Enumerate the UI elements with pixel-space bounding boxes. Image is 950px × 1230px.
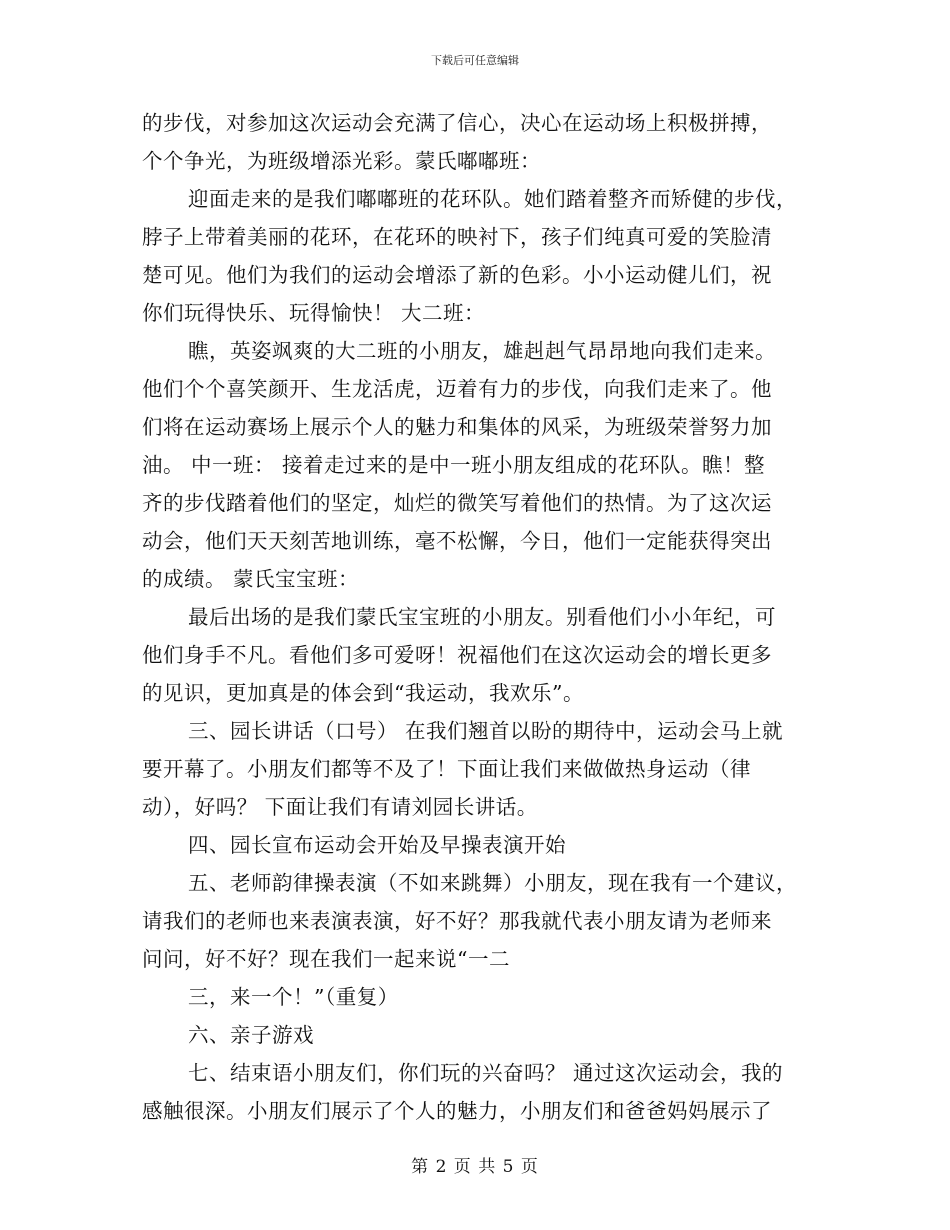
text-line: 感触很深。小朋友们展示了个人的魅力，小朋友们和爸爸妈妈展示了 [142, 1099, 772, 1123]
text-line: 他们身手不凡。看他们多可爱呀！祝福他们在这次运动会的增长更多 [142, 643, 772, 667]
paragraph-start-line: 六、亲子游戏 [188, 1023, 314, 1047]
paragraph-start-line: 五、老师韵律操表演（不如来跳舞）小朋友，现在我有一个建议， [188, 871, 797, 895]
paragraph-start-line: 四、园长宣布运动会开始及早操表演开始 [188, 833, 566, 857]
text-line: 的成绩。 蒙氏宝宝班： [142, 567, 360, 591]
text-line: 动），好吗？ 下面让我们有请刘园长讲话。 [142, 795, 538, 819]
document-body [142, 104, 822, 1130]
text-line: 脖子上带着美丽的花环，在花环的映衬下，孩子们纯真可爱的笑脸清 [142, 225, 772, 249]
text-line: 问问，好不好？现在我们一起来说“一二 [142, 947, 510, 971]
paragraph-start-line: 三，来一个！”（重复） [188, 985, 399, 1009]
paragraph-start-line: 七、结束语小朋友们，你们玩的兴奋吗？ 通过这次运动会，我的 [188, 1061, 784, 1085]
page-number-footer: 第 2 页 共 5 页 [411, 1157, 539, 1177]
text-line: 楚可见。他们为我们的运动会增添了新的色彩。小小运动健儿们，祝 [142, 263, 772, 287]
text-line: 齐的步伐踏着他们的坚定，灿烂的微笑写着他们的热情。为了这次运 [142, 491, 772, 515]
text-line: 他们个个喜笑颜开、生龙活虎，迈着有力的步伐，向我们走来了。他 [142, 377, 772, 401]
paragraph-start-line: 三、园长讲话（口号） 在我们翘首以盼的期待中，运动会马上就 [188, 719, 784, 743]
text-line: 要开幕了。小朋友们都等不及了！下面让我们来做做热身运动（律 [142, 757, 751, 781]
text-line: 们将在运动赛场上展示个人的魅力和集体的风采，为班级荣誉努力加 [142, 415, 772, 439]
paragraph-start-line: 最后出场的是我们蒙氏宝宝班的小朋友。别看他们小小年纪，可 [188, 605, 776, 629]
text-line: 的见识，更加真是的体会到“我运动，我欢乐”。 [142, 681, 584, 705]
text-line: 动会，他们天天刻苦地训练，毫不松懈，今日，他们一定能获得突出 [142, 529, 772, 553]
paragraph-start-line: 瞧，英姿飒爽的大二班的小朋友，雄赳赳气昂昂地向我们走来。 [188, 339, 776, 363]
paragraph-start-line: 迎面走来的是我们嘟嘟班的花环队。她们踏着整齐而矫健的步伐， [188, 187, 797, 211]
text-line: 的步伐，对参加这次运动会充满了信心，决心在运动场上积极拼搏， [142, 111, 772, 135]
text-line: 你们玩得快乐、玩得愉快！ 大二班： [142, 301, 486, 325]
page-header: 下载后可任意编辑 [431, 54, 519, 67]
text-line: 油。 中一班： 接着走过来的是中一班小朋友组成的花环队。瞧！整 [142, 453, 766, 477]
text-line: 请我们的老师也来表演表演，好不好？那我就代表小朋友请为老师来 [142, 909, 772, 933]
text-line: 个个争光，为班级增添光彩。蒙氏嘟嘟班： [142, 149, 541, 173]
